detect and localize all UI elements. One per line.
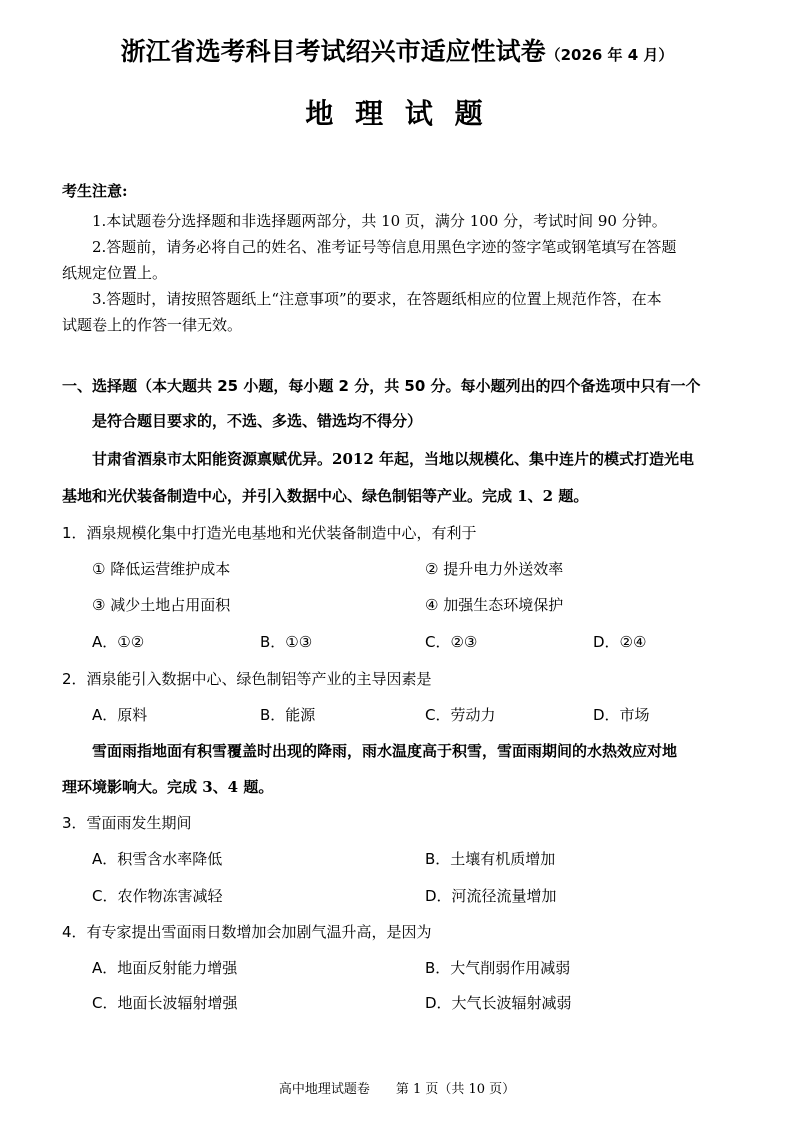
exam-date: （2026 年 4 月） [545, 46, 674, 64]
question-3-stem: 3．雪面雨发生期间 [62, 814, 192, 832]
notice-item-3-line-1: 3.答题时，请按照答题纸上“注意事项”的要求，在答题纸相应的位置上规范作答，在本 [92, 290, 662, 308]
question-1-option-c: C．②③ [425, 633, 478, 651]
notice-heading: 考生注意: [62, 182, 128, 200]
exam-title [0, 32, 794, 68]
question-1-statement-4: ④ 加强生态环境保护 [425, 596, 564, 614]
question-1-option-b: B．①③ [260, 633, 313, 651]
question-3-option-d: D．河流径流量增加 [425, 887, 557, 905]
question-4-option-b: B．大气削弱作用减弱 [425, 959, 571, 977]
question-1-statement-2: ② 提升电力外送效率 [425, 560, 564, 578]
question-2-option-d: D．市场 [593, 706, 650, 724]
subject-title: 地 理 试 题 [305, 97, 489, 130]
notice-item-1: 1.本试题卷分选择题和非选择题两部分，共 10 页，满分 100 分，考试时间 90 分钟。 [92, 212, 667, 230]
section-heading-line-2: 是符合题目要求的，不选、多选、错选均不得分） [92, 412, 423, 430]
notice-item-2-line-2: 纸规定位置上。 [62, 264, 168, 282]
passage-2-line-2: 理环境影响大。完成 3、4 题。 [62, 778, 274, 796]
question-4-stem: 4．有专家提出雪面雨日数增加会加剧气温升高，是因为 [62, 923, 432, 941]
passage-1-line-1: 甘肃省酒泉市太阳能资源禀赋优异。2012 年起，当地以规模化、集中连片的模式打造光电 [92, 450, 694, 468]
question-2-option-b: B．能源 [260, 706, 316, 724]
question-1-statement-1: ① 降低运营维护成本 [92, 560, 231, 578]
question-2-option-c: C．劳动力 [425, 706, 496, 724]
question-4-option-c: C．地面长波辐射增强 [92, 994, 238, 1012]
question-2-stem: 2．酒泉能引入数据中心、绿色制铝等产业的主导因素是 [62, 670, 432, 688]
question-1-stem: 1．酒泉规模化集中打造光电基地和光伏装备制造中心，有利于 [62, 524, 477, 542]
question-3-option-b: B．土壤有机质增加 [425, 850, 556, 868]
page-footer: 高中地理试题卷 第 1 页（共 10 页） [278, 1082, 516, 1097]
question-3-option-c: C．农作物冻害减轻 [92, 887, 223, 905]
question-4-option-d: D．大气长波辐射减弱 [425, 994, 572, 1012]
passage-2-line-1: 雪面雨指地面有积雪覆盖时出现的降雨，雨水温度高于积雪，雪面雨期间的水热效应对地 [92, 742, 678, 760]
question-2-option-a: A．原料 [92, 706, 148, 724]
notice-item-3-line-2: 试题卷上的作答一律无效。 [62, 316, 243, 334]
question-3-option-a: A．积雪含水率降低 [92, 850, 223, 868]
exam-title-text: 浙江省选考科目考试绍兴市适应性试卷 [120, 37, 546, 66]
question-1-option-d: D．②④ [593, 633, 647, 651]
notice-item-2-line-1: 2.答题前，请务必将自己的姓名、准考证号等信息用黑色字迹的签字笔或钢笔填写在答题 [92, 238, 677, 256]
question-1-option-a: A．①② [92, 633, 145, 651]
section-heading-line-1: 一、选择题（本大题共 25 小题，每小题 2 分，共 50 分。每小题列出的四个备选项中只有一个 [62, 377, 701, 395]
question-1-statement-3: ③ 减少土地占用面积 [92, 596, 231, 614]
passage-1-line-2: 基地和光伏装备制造中心，并引入数据中心、绿色制铝等产业。完成 1、2 题。 [62, 487, 589, 505]
question-4-option-a: A．地面反射能力增强 [92, 959, 238, 977]
